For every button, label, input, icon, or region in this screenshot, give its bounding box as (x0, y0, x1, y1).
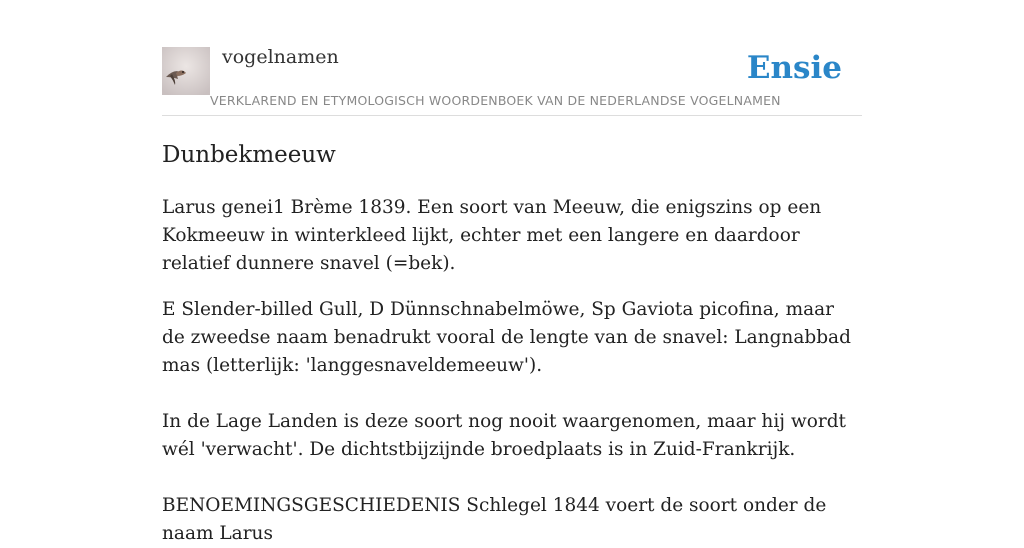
bird-photo-icon (162, 47, 210, 95)
entry-title: Dunbekmeeuw (162, 142, 336, 168)
entry-paragraph: E Slender-billed Gull, D Dünnschnabelmöwe, Sp Gaviota picofina, maar de zweedse naam benadrukt vooral de lengte van de snavel: Langnabbad mas (letterlijk: 'langgesnaveldemeeuw'). (162, 299, 851, 376)
site-name-link[interactable]: vogelnamen (222, 46, 339, 68)
entry-body (162, 194, 862, 548)
ensie-logo-link[interactable]: Ensie (746, 50, 842, 86)
entry-paragraph: In de Lage Landen is deze soort nog nooit waargenomen, maar hij wordt wél 'verwacht'. De dichtstbijzijnde broedplaats is in Zuid-Frankrijk. (162, 411, 846, 460)
entry-paragraph: BENOEMINGSGESCHIEDENIS Schlegel 1844 voert de soort onder de naam Larus (162, 495, 827, 544)
entry-paragraph: Larus genei1 Brème 1839. Een soort van Meeuw, die enigszins op een Kokmeeuw in winterkleed lijkt, echter met een langere en daardoor relatief dunnere snavel (=bek). (162, 197, 822, 274)
page (162, 0, 862, 548)
site-header (162, 0, 862, 116)
avatar[interactable] (162, 47, 210, 95)
site-tagline: VERKLAREND EN ETYMOLOGISCH WOORDENBOEK VAN DE NEDERLANDSE VOGELNAMEN (210, 93, 781, 108)
